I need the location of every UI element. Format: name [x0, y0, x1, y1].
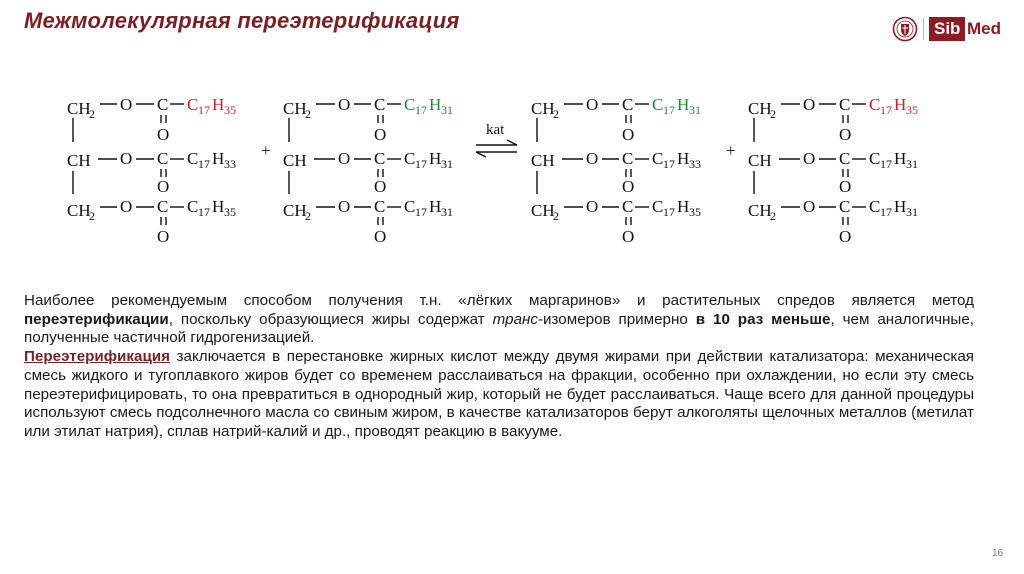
ch2-group: CH: [531, 99, 555, 118]
fatty-chain-sub: 31: [441, 205, 453, 219]
ch2-group: CH: [531, 201, 555, 220]
text-span: , поскольку образующиеся жиры содержат: [168, 310, 493, 328]
fatty-chain-sub: 33: [689, 157, 701, 171]
carbon: C: [374, 95, 386, 114]
oxygen: O: [586, 197, 599, 216]
fatty-chain-sub: 35: [906, 103, 918, 117]
oxygen: O: [803, 149, 816, 168]
subscript: 2: [305, 209, 311, 223]
logo-med-text: Med: [967, 19, 1001, 38]
subscript: 2: [770, 209, 776, 223]
carbonyl-oxygen: O: [622, 227, 635, 246]
carbon: C: [622, 95, 634, 114]
fatty-chain-c: C: [869, 95, 881, 114]
fatty-chain-h: H: [677, 149, 690, 168]
fatty-chain-h: H: [429, 149, 442, 168]
ch-group: CH: [748, 151, 772, 170]
fatty-chain-c: C: [404, 95, 416, 114]
carbonyl-oxygen: O: [622, 125, 635, 144]
fatty-chain-sub: 17: [663, 103, 675, 117]
oxygen: O: [338, 197, 351, 216]
text-span: , чем аналогичные, полученные частичной гидрогенизацией.: [24, 310, 974, 347]
subscript: 2: [553, 209, 559, 223]
ch2-group: CH: [67, 99, 91, 118]
fatty-chain-h: H: [212, 95, 225, 114]
subscript: 2: [770, 107, 776, 121]
fatty-chain-sub: 31: [441, 103, 453, 117]
fatty-chain-c: C: [187, 197, 199, 216]
ch2-group: CH: [67, 201, 91, 220]
subscript: 2: [89, 209, 95, 223]
carbonyl-oxygen: O: [157, 227, 170, 246]
carbon: C: [157, 95, 169, 114]
triglyceride-1: [67, 95, 236, 246]
fatty-chain-h: H: [677, 95, 690, 114]
carbonyl-oxygen: O: [157, 125, 170, 144]
carbon: C: [157, 197, 169, 216]
fatty-chain-h: H: [677, 197, 690, 216]
triglyceride-3: [531, 95, 701, 246]
triglyceride-4: [748, 95, 918, 246]
fatty-chain-sub: 31: [441, 157, 453, 171]
fatty-chain-sub: 17: [880, 103, 892, 117]
page-number: 16: [992, 548, 1004, 559]
reverse-arrow-head: [476, 152, 486, 157]
catalyst-label: kat: [486, 122, 505, 138]
carbon: C: [374, 149, 386, 168]
subscript: 2: [305, 107, 311, 121]
fatty-chain-sub: 17: [415, 157, 427, 171]
carbonyl-oxygen: O: [374, 177, 387, 196]
fatty-chain-h: H: [212, 197, 225, 216]
ch2-group: CH: [283, 99, 307, 118]
ch2-group: CH: [748, 201, 772, 220]
oxygen: O: [120, 95, 133, 114]
fatty-chain-h: H: [894, 95, 907, 114]
plus-sign: +: [726, 141, 736, 160]
fatty-chain-c: C: [404, 197, 416, 216]
definition-term: Переэтерификация: [24, 348, 170, 366]
fatty-chain-sub: 35: [224, 205, 236, 219]
fatty-chain-sub: 17: [663, 205, 675, 219]
carbonyl-oxygen: O: [374, 125, 387, 144]
oxygen: O: [338, 95, 351, 114]
subscript: 2: [89, 107, 95, 121]
fatty-chain-c: C: [869, 197, 881, 216]
subscript: 2: [553, 107, 559, 121]
fatty-chain-c: C: [652, 149, 664, 168]
text-span: -изомеров примерно: [537, 310, 696, 328]
paragraph-2: [24, 348, 974, 442]
fatty-chain-c: C: [652, 197, 664, 216]
fatty-chain-c: C: [869, 149, 881, 168]
carbon: C: [157, 149, 169, 168]
carbon: C: [622, 149, 634, 168]
carbon: C: [374, 197, 386, 216]
ch2-group: CH: [283, 201, 307, 220]
bold-emphasis: в 10 раз меньше: [695, 310, 831, 328]
body-text: [24, 292, 974, 442]
fatty-chain-c: C: [187, 149, 199, 168]
forward-arrow-head: [507, 140, 517, 145]
fatty-chain-sub: 17: [415, 103, 427, 117]
fatty-chain-sub: 31: [689, 103, 701, 117]
oxygen: O: [120, 197, 133, 216]
slide-title: Межмолекулярная переэтерификация: [24, 8, 460, 33]
triglyceride-2: [283, 95, 453, 246]
fatty-chain-c: C: [652, 95, 664, 114]
paragraph-1: [24, 292, 974, 348]
fatty-chain-sub: 35: [689, 205, 701, 219]
fatty-chain-sub: 17: [198, 103, 210, 117]
oxygen: O: [338, 149, 351, 168]
carbonyl-oxygen: O: [374, 227, 387, 246]
text-span: заключается в перестановке жирных кислот между двумя жирами при действии катализатора: механическая смесь жидкого и тугоплавкого жиров будет со временем расслаиваться на фракции, особенно при охлаждении, но если эту смесь переэтерифицировать, то она превратиться в однородный жир, который не будет расслаиваться. Чаще всего для данной процедуры используют смесь подсолнечного масла со свиным жиром, в качестве катализаторов берут алкоголяты щелочных металлов (метилат или этилат натрия), сплав натрий-калий и др., проводят реакцию в вакууме.: [24, 348, 974, 440]
carbonyl-oxygen: O: [157, 177, 170, 196]
logo-sib-text: Sib: [929, 17, 965, 41]
ch2-group: CH: [748, 99, 772, 118]
fatty-chain-sub: 35: [224, 103, 236, 117]
fatty-chain-sub: 17: [880, 157, 892, 171]
fatty-chain-sub: 17: [198, 157, 210, 171]
fatty-chain-sub: 31: [906, 205, 918, 219]
fatty-chain-c: C: [187, 95, 199, 114]
fatty-chain-sub: 17: [880, 205, 892, 219]
carbon: C: [839, 149, 851, 168]
fatty-chain-c: C: [404, 149, 416, 168]
bold-term: переэтерификации: [24, 310, 169, 328]
ch-group: CH: [67, 151, 91, 170]
carbon: C: [622, 197, 634, 216]
fatty-chain-h: H: [429, 197, 442, 216]
fatty-chain-h: H: [894, 149, 907, 168]
carbon: C: [839, 95, 851, 114]
fatty-chain-h: H: [894, 197, 907, 216]
oxygen: O: [586, 95, 599, 114]
oxygen: O: [586, 149, 599, 168]
oxygen: O: [803, 95, 816, 114]
italic-term: транс: [492, 310, 538, 328]
oxygen: O: [803, 197, 816, 216]
carbon: C: [839, 197, 851, 216]
text-span: Наиболее рекомендуемым способом получения т.н. «лёгких маргаринов» и растительных спредов является метод: [24, 292, 974, 309]
equilibrium-arrows: [476, 122, 517, 157]
ch-group: CH: [531, 151, 555, 170]
fatty-chain-sub: 17: [663, 157, 675, 171]
plus-sign: +: [261, 141, 271, 160]
carbonyl-oxygen: O: [839, 227, 852, 246]
fatty-chain-sub: 31: [906, 157, 918, 171]
carbonyl-oxygen: O: [839, 125, 852, 144]
oxygen: O: [120, 149, 133, 168]
fatty-chain-h: H: [429, 95, 442, 114]
fatty-chain-h: H: [212, 149, 225, 168]
ch-group: CH: [283, 151, 307, 170]
fatty-chain-sub: 17: [198, 205, 210, 219]
fatty-chain-sub: 33: [224, 157, 236, 171]
carbonyl-oxygen: O: [839, 177, 852, 196]
carbonyl-oxygen: O: [622, 177, 635, 196]
fatty-chain-sub: 17: [415, 205, 427, 219]
